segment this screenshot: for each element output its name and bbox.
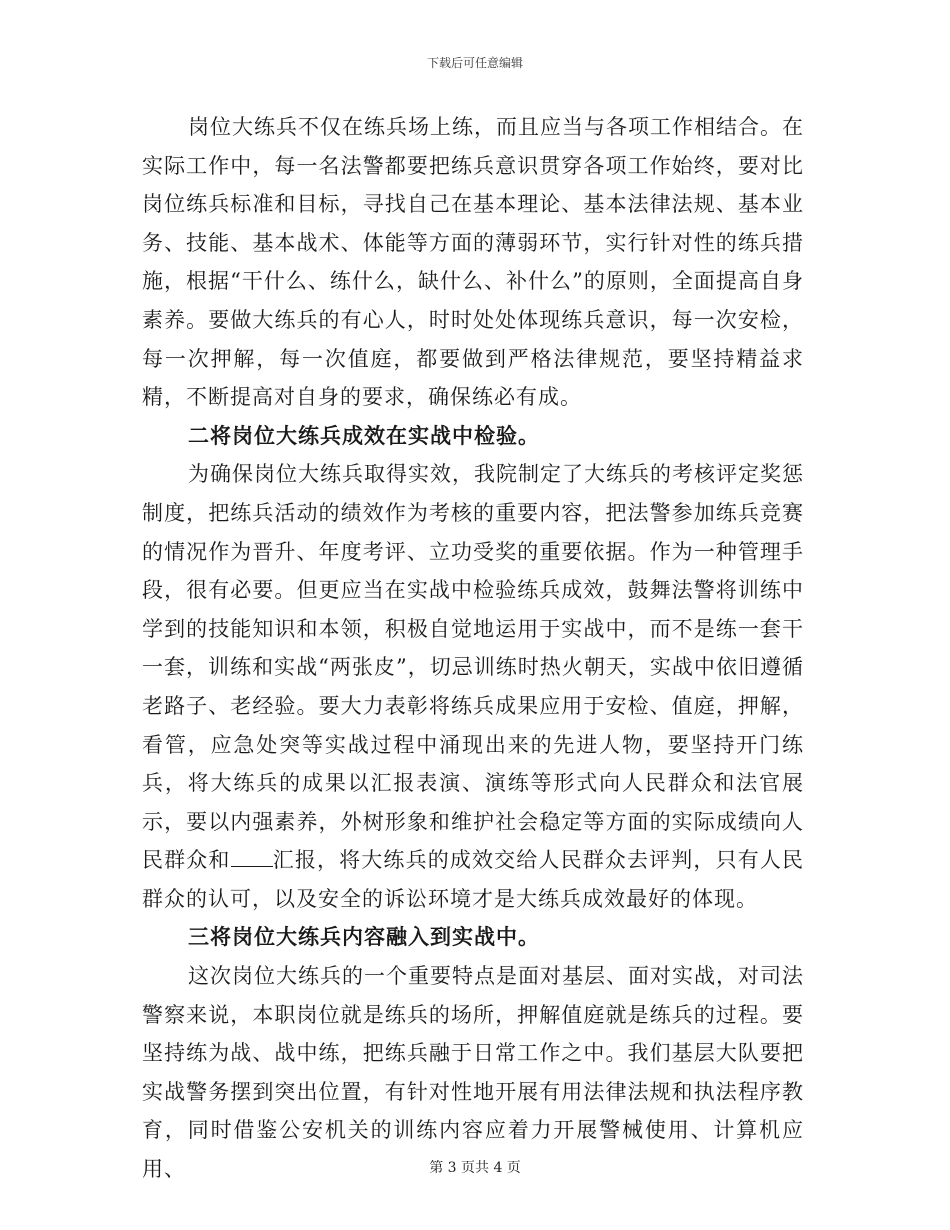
section-heading-3: 三将岗位大练兵内容融入到实战中。 [188, 925, 540, 950]
document-body [142, 108, 804, 1189]
page-footer: 第 3 页共 4 页 [429, 1160, 521, 1176]
fill-in-blank [231, 848, 273, 867]
paragraph-2-part-b: 汇报，将大练兵的成效交给人民群众去评判，只有人民群众的认可，以及安全的诉讼环境才是大练兵成效最好的体现。 [142, 848, 805, 911]
section-heading-2: 二将岗位大练兵成效在实战中检验。 [188, 423, 540, 448]
page-header: 下载后可任意编辑 [426, 56, 523, 70]
paragraph-2 [142, 455, 804, 918]
paragraph-2-part-a: 为确保岗位大练兵取得实效，我院制定了大练兵的考核评定奖惩制度，把练兵活动的绩效作为考核的重要内容，把法警参加练兵竞赛的情况作为晋升、年度考评、立功受奖的重要依据。作为一种管理手段，很有必要。但更应当在实战中检验练兵成效，鼓舞法警将训练中学到的技能知识和本领，积极自觉地运用于实战中，而不是练一套干一套，训练和实战“两张皮”，切忌训练时热火朝天，实战中依旧遵循老路子、老经验。要大力表彰将练兵成果应用于安检、值庭，押解，看管，应急处突等实战过程中涌现出来的先进人物，要坚持开门练兵，将大练兵的成果以汇报表演、演练等形式向人民群众和法官展示，要以内强素养，外树形象和维护社会稳定等方面的实际成绩向人民群众和 [142, 462, 804, 873]
paragraph-1: 岗位大练兵不仅在练兵场上练，而且应当与各项工作相结合。在实际工作中，每一名法警都要把练兵意识贯穿各项工作始终，要对比岗位练兵标准和目标，寻找自己在基本理论、基本法律法规、基本业务、技能、基本战术、体能等方面的薄弱环节，实行针对性的练兵措施，根据“干什么、练什么，缺什么、补什么”的原则，全面提高自身素养。要做大练兵的有心人，时时处处体现练兵意识，每一次安检，每一次押解，每一次值庭，都要做到严格法律规范，要坚持精益求精，不断提高对自身的要求，确保练必有成。 [142, 115, 804, 410]
paragraph-3: 这次岗位大练兵的一个重要特点是面对基层、面对实战，对司法警察来说，本职岗位就是练兵的场所，押解值庭就是练兵的过程。要坚持练为战、战中练，把练兵融于日常工作之中。我们基层大队要把实战警务摆到突出位置，有针对性地开展有用法律法规和执法程序教育，同时借鉴公安机关的训练内容应着力开展警械使用、计算机应用、 [142, 964, 804, 1182]
